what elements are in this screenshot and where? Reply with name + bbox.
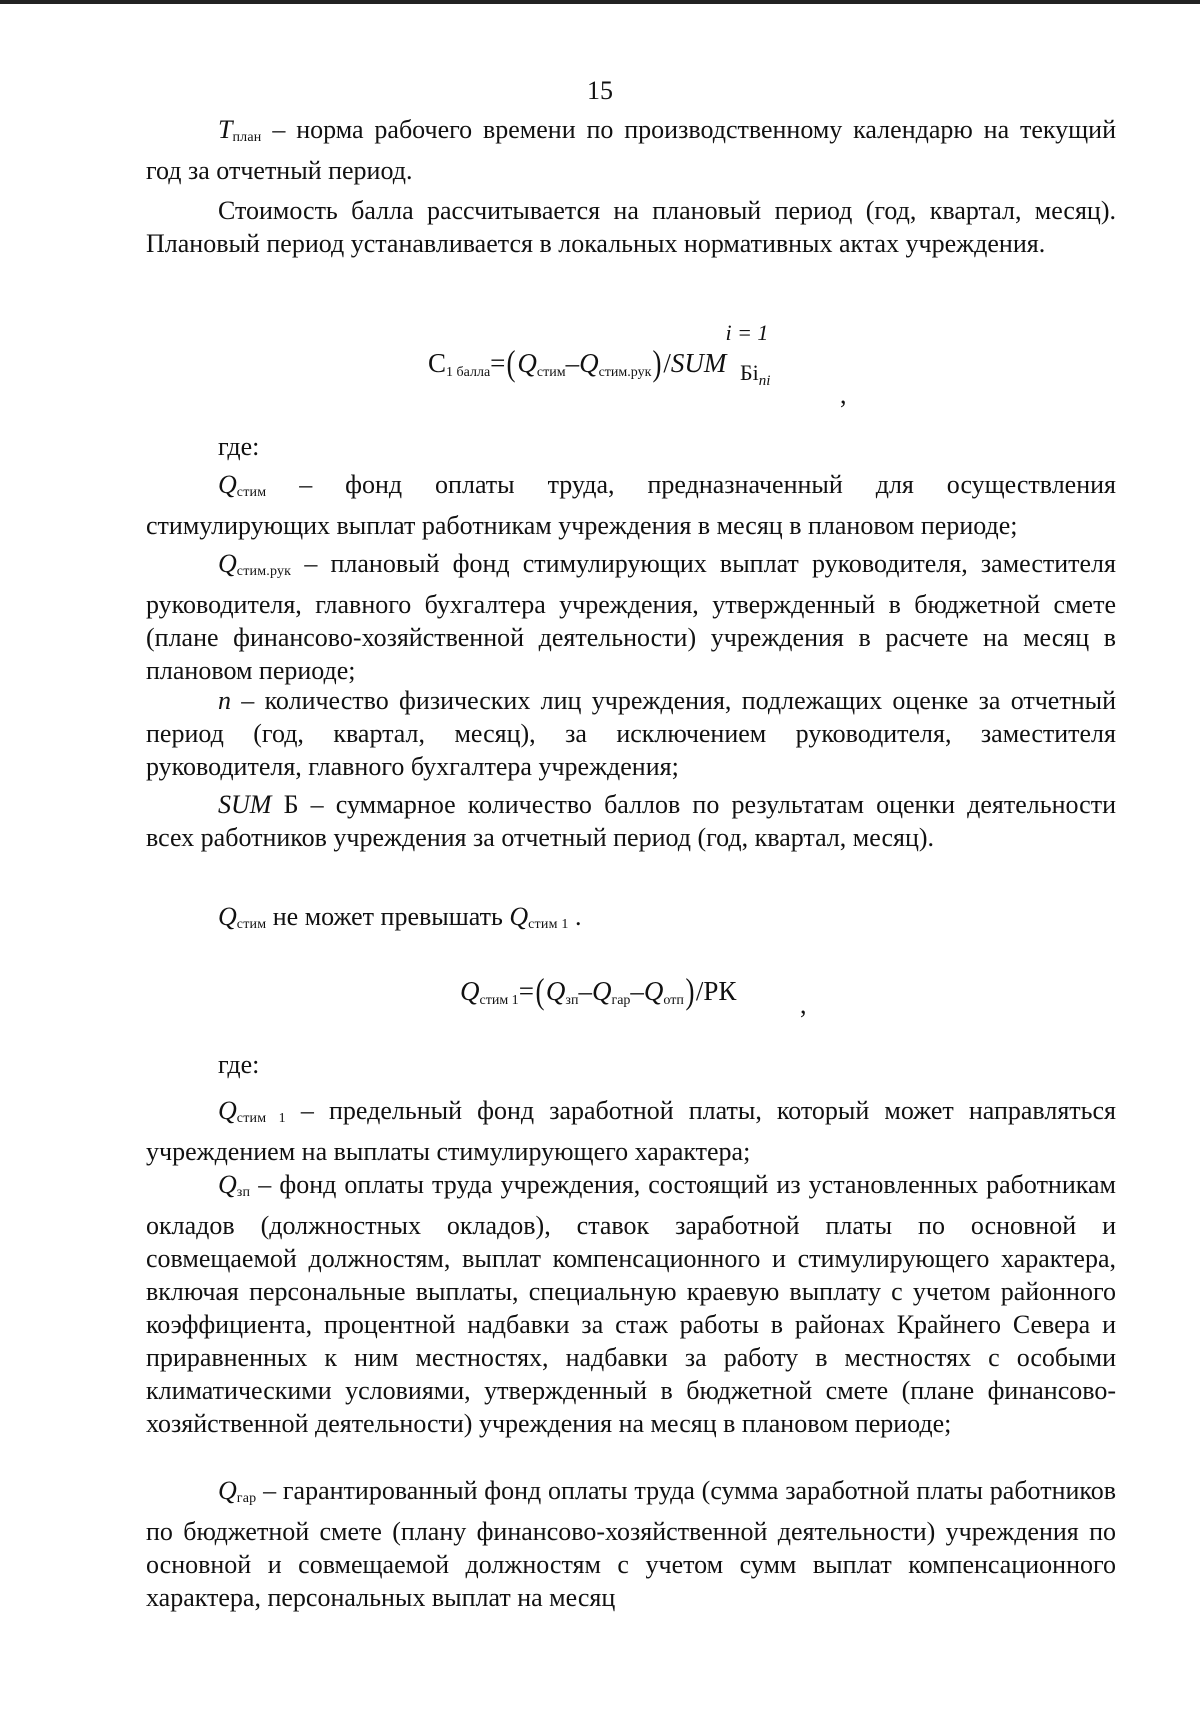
formula-q-stim-subscript: стим xyxy=(536,365,566,380)
symbol-q-subscript: стим.рук xyxy=(236,564,292,579)
symbol-q-subscript: стим 1 xyxy=(236,1111,286,1126)
definition-t-plan xyxy=(146,113,1116,187)
symbol-sum: SUM xyxy=(218,790,272,819)
formula-lhs-subscript: 1 балла xyxy=(446,365,491,380)
formula2-minus-1: – xyxy=(578,976,592,1006)
formula2-lhs: Q xyxy=(460,976,480,1006)
definition-q-stim-1 xyxy=(146,1094,1116,1168)
close-paren: ) xyxy=(652,343,662,383)
formula-lhs: С xyxy=(428,348,447,378)
formula-equals: = xyxy=(490,348,506,378)
limit-statement xyxy=(146,900,1116,941)
definition-text: – фонд оплаты труда, предназначенный для осуществления стимулирующих выплат работникам учреждения в месяц в плановом периоде; xyxy=(146,470,1116,540)
sum-lower-index: ni xyxy=(758,373,771,389)
sum-lower-term xyxy=(740,360,770,390)
symbol-t-subscript: план xyxy=(232,130,262,145)
symbol-q: Q xyxy=(218,1476,237,1505)
symbol-q: Q xyxy=(218,1096,237,1125)
symbol-q-b: Q xyxy=(509,902,529,931)
formula2-equals: = xyxy=(518,976,534,1006)
formula-point-cost xyxy=(428,320,771,389)
symbol-q-a-subscript: стим xyxy=(236,917,267,932)
limit-middle-text: не может превышать xyxy=(266,902,510,931)
symbol-t: T xyxy=(218,115,233,144)
formula-minus: – xyxy=(565,348,580,378)
open-paren: ( xyxy=(535,971,545,1011)
formula2-q-gar: Q xyxy=(591,976,612,1006)
definition-q-zp xyxy=(146,1168,1116,1440)
formula2-minus-2: – xyxy=(630,976,644,1006)
where-label-2: где: xyxy=(218,1050,260,1079)
definition-sum-b xyxy=(146,788,1116,854)
definition-text: – суммарное количество баллов по результатам оценки деятельности всех работников учреждения за отчетный период (год, квартал, месяц). xyxy=(146,790,1116,852)
formula2-q-zp-subscript: зп xyxy=(565,993,579,1008)
formula2-q-gar-subscript: гар xyxy=(611,993,631,1008)
symbol-q-subscript: стим xyxy=(236,485,267,500)
sum-operator xyxy=(670,320,771,389)
formula2-q-zp: Q xyxy=(545,976,566,1006)
definition-text: – количество физических лиц учреждения, подлежащих оценке за отчетный период (год, квартал, месяц), за исключением руководителя, заместителя руководителя, главного бухгалтера учреждения; xyxy=(146,686,1116,781)
formula-q-stim-ruk: Q xyxy=(579,348,599,378)
formula-q-stim-1 xyxy=(460,970,736,1012)
definition-text: – норма рабочего времени по производственному календарю на текущий год за отчетный период. xyxy=(146,115,1116,185)
formula2-lhs-subscript: стим 1 xyxy=(479,993,519,1008)
formula2-tail: /РК xyxy=(695,976,737,1006)
symbol-q-b-subscript: стим 1 xyxy=(528,917,569,932)
formula-sum: SUM xyxy=(670,348,727,378)
open-paren: ( xyxy=(506,343,516,383)
formula2-q-otp-subscript: отп xyxy=(663,993,684,1008)
definition-text: – плановый фонд стимулирующих выплат руководителя, заместителя руководителя, главного бухгалтера учреждения, утвержденный в бюджетной смете (плане финансово-хозяйственной деятельности) учреждения в расчете на месяц в плановом периоде; xyxy=(146,549,1116,685)
symbol-q-subscript: зп xyxy=(236,1185,251,1200)
formula2-q-otp: Q xyxy=(643,976,664,1006)
symbol-q: Q xyxy=(218,549,237,578)
definition-text: – фонд оплаты труда учреждения, состоящий из установленных работникам окладов (должностных окладов), ставок заработной платы по основной и совмещаемой должностям, выплат компенсационного и стимулирующего характера, включая персональные выплаты, специальную краевую выплату с учетом районного коэффициента, процентной надбавки за стаж работы в районах Крайнего Севера и приравненных к ним местностях, надбавки за работу в местностях с особыми климатическими условиями, утвержденный в бюджетной смете (плане финансово-хозяйственной деятельности) учреждения на месяц в плановом периоде; xyxy=(146,1170,1116,1438)
where-label: где: xyxy=(218,432,260,461)
definition-q-stim xyxy=(146,468,1116,542)
limit-end: . xyxy=(568,902,582,931)
formula2-comma: , xyxy=(800,990,807,1019)
page-top-border xyxy=(0,0,1200,4)
formula-comma: , xyxy=(840,380,847,409)
definition-n xyxy=(146,684,1116,783)
definition-text: – предельный фонд заработной платы, который может направляться учреждением на выплаты стимулирующего характера; xyxy=(146,1096,1116,1166)
formula-q-stim: Q xyxy=(517,348,537,378)
symbol-n: n xyxy=(218,686,231,715)
definition-text: – гарантированный фонд оплаты труда (сумма заработной платы работников по бюджетной смете (плану финансово-хозяйственной деятельности) учреждения по основной и совмещаемой должностям с учетом сумм выплат компенсационного характера, персональных выплат на месяц xyxy=(146,1476,1116,1612)
symbol-sum-suffix: Б xyxy=(271,790,299,819)
symbol-q-a: Q xyxy=(218,902,237,931)
definition-q-gar xyxy=(146,1474,1116,1614)
symbol-q-subscript: гар xyxy=(236,1491,257,1506)
sum-upper-index: i = 1 xyxy=(725,320,769,345)
paragraph-point-cost: Стоимость балла рассчитывается на плановый период (год, квартал, месяц). Плановый период устанавливается в локальных нормативных актах учреждения. xyxy=(146,196,1116,258)
symbol-q: Q xyxy=(218,470,237,499)
close-paren: ) xyxy=(685,971,695,1011)
symbol-q: Q xyxy=(218,1170,237,1199)
sum-lower-base: Бi xyxy=(740,360,759,385)
page-number: 15 xyxy=(587,76,613,105)
formula-divide: / xyxy=(663,348,671,378)
definition-q-stim-ruk xyxy=(146,547,1116,687)
formula-q-stim-ruk-subscript: стим.рук xyxy=(598,365,652,380)
